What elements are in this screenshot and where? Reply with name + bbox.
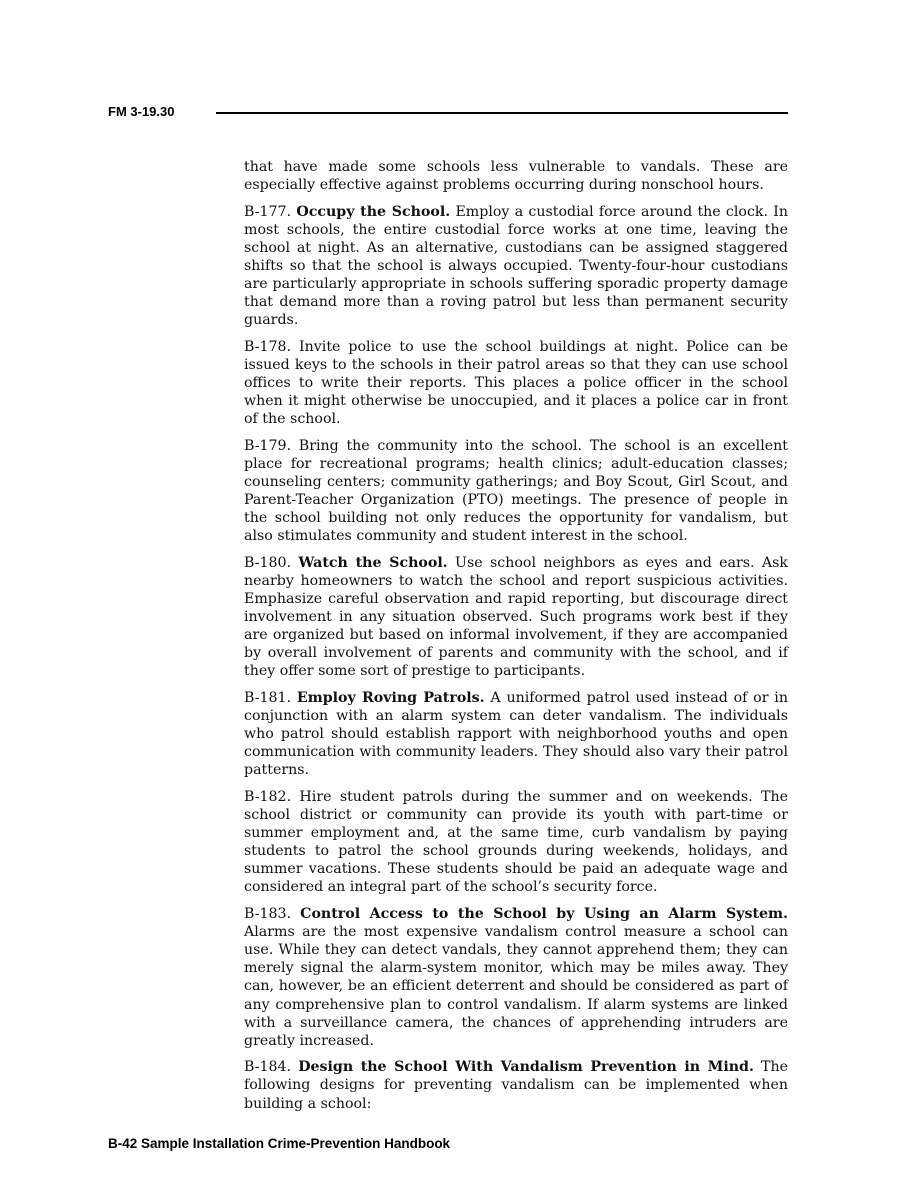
paragraph-b180	[244, 554, 788, 681]
paragraph-heading: Occupy the School.	[296, 203, 451, 220]
paragraph-number: B-179.	[244, 437, 292, 454]
paragraph-number: B-180.	[244, 554, 292, 571]
body-text	[244, 158, 788, 1121]
paragraph-continuation	[244, 158, 788, 194]
paragraph-text: Bring the community into the school. The school is an excellent place for recreational programs; health clinics; adult-education classes; counseling centers; community gatherings; and Boy Scout, Girl Scout, and Parent-Teacher Organization (PTO) meetings. The presence of people in the school building not only reduces the opportunity for vandalism, but also stimulates community and student interest in the school.	[244, 437, 788, 545]
header-doc-number: FM 3-19.30	[108, 104, 175, 119]
paragraph-text: that have made some schools less vulnerable to vandals. These are especially effective against problems occurring during nonschool hours.	[244, 159, 788, 194]
paragraph-text: A uniformed patrol used instead of or in conjunction with an alarm system can deter vandalism. The individuals who patrol should establish rapport with neighborhood youths and open communication with community leaders. They should also vary their patrol patterns.	[244, 690, 788, 779]
paragraph-heading: Design the School With Vandalism Prevention in Mind.	[298, 1059, 754, 1076]
header-rule	[216, 112, 788, 114]
paragraph-b179	[244, 437, 788, 546]
paragraph-b181	[244, 689, 788, 779]
paragraph-number: B-184.	[244, 1059, 292, 1076]
paragraph-number: B-181.	[244, 690, 292, 707]
paragraph-heading: Watch the School.	[298, 554, 448, 571]
footer-page-label: B-42 Sample Installation Crime-Prevention Handbook	[108, 1136, 451, 1151]
paragraph-b182	[244, 788, 788, 897]
paragraph-number: B-183.	[244, 906, 292, 923]
paragraph-number: B-182.	[244, 789, 292, 805]
paragraph-b184	[244, 1058, 788, 1112]
paragraph-number: B-177.	[244, 203, 292, 220]
paragraph-b177	[244, 203, 788, 330]
paragraph-text: Employ a custodial force around the clock. In most schools, the entire custodial force works at one time, leaving the school at night. As an alternative, custodians can be assigned staggered shifts so that the school is always occupied. Twenty-four-hour custodians are particularly appropriate in schools suffering sporadic property damage that demand more than a roving patrol but less than permanent security guards.	[244, 203, 789, 329]
paragraph-b178	[244, 338, 788, 428]
paragraph-text: Alarms are the most expensive vandalism control measure a school can use. While they can detect vandals, they cannot apprehend them; they can merely signal the alarm-system monitor, which may be miles away. They can, however, be an efficient deterrent and should be considered as part of any comprehensive plan to control vandalism. If alarm systems are linked with a surveillance camera, the chances of apprehending intruders are greatly increased.	[244, 924, 788, 1049]
paragraph-number: B-178.	[244, 338, 292, 355]
paragraph-text: Hire student patrols during the summer and on weekends. The school district or community can provide its youth with part-time or summer employment and, at the same time, curb vandalism by paying students to patrol the school grounds during weekends, holidays, and summer vacations. These students should be paid an adequate wage and considered an integral part of the school’s security force.	[244, 789, 788, 896]
paragraph-heading: Control Access to the School by Using an Alarm System.	[300, 906, 789, 923]
paragraph-text: The following designs for preventing vandalism can be implemented when building a school:	[244, 1059, 789, 1112]
paragraph-text: Use school neighbors as eyes and ears. Ask nearby homeowners to watch the school and report suspicious activities. Emphasize careful observation and rapid reporting, but discourage direct involvement in any situation observed. Such programs work best if they are organized but based on informal involvement, if they are accompanied by overall involvement of parents and community with the school, and if they offer some sort of prestige to participants.	[244, 554, 789, 680]
paragraph-heading: Employ Roving Patrols.	[296, 690, 485, 707]
paragraph-text: Invite police to use the school buildings at night. Police can be issued keys to the schools in their patrol areas so that they can use school offices to write their reports. This places a police officer in the school when it might otherwise be unoccupied, and it places a police car in front of the school.	[244, 338, 788, 428]
paragraph-b183	[244, 905, 788, 1050]
